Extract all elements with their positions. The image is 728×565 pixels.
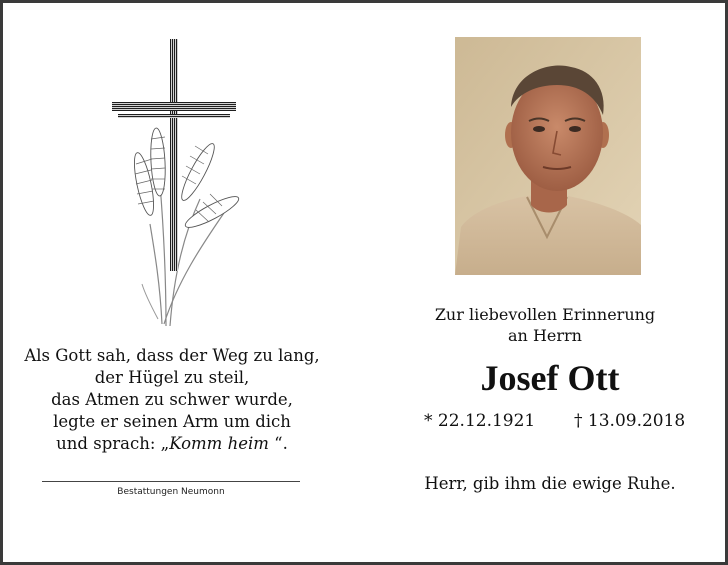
death-date: † 13.09.2018 [574, 411, 686, 431]
poem-line-5 [22, 433, 322, 455]
deceased-name: Josef Ott [480, 358, 620, 398]
poem-line-5-suffix: “. [268, 434, 288, 453]
dedication-line-1: Zur liebevollen Erinnerung [434, 305, 656, 324]
memorial-dedication [400, 304, 690, 346]
cross-with-wheat-icon [100, 34, 250, 334]
portrait-photo [455, 37, 641, 275]
birth-date: * 22.12.1921 [424, 411, 536, 431]
poem-line-2: der Hügel zu steil, [94, 368, 250, 387]
dedication-line-2: an Herrn [508, 326, 582, 345]
poem-line-4: legte er seinen Arm um dich [53, 412, 291, 431]
poem-line-3: das Atmen zu schwer wurde, [51, 390, 293, 409]
poem [22, 345, 322, 455]
poem-line-5-prefix: und sprach: „ [56, 434, 170, 453]
signature-line [42, 481, 300, 482]
poem-line-1: Als Gott sah, dass der Weg zu lang, [24, 346, 320, 365]
undertaker-name: Bestattungen Neumonn [117, 487, 225, 497]
prayer-text: Herr, gib ihm die ewige Ruhe. [424, 474, 676, 493]
poem-emphasis: Komm heim [169, 434, 269, 453]
